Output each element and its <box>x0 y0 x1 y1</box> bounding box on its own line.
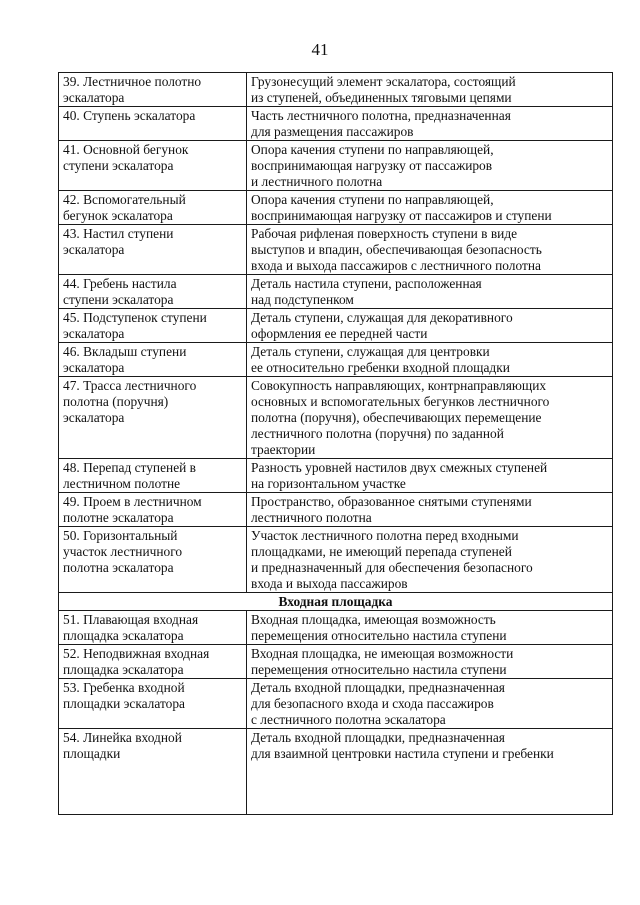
term-line: эскалатора <box>63 360 125 375</box>
definition-line: Входная площадка, имеющая возможность <box>251 612 496 627</box>
term-line: 41. Основной бегунок <box>63 142 189 157</box>
term-line: площадка эскалатора <box>63 628 184 643</box>
table-row <box>59 611 613 645</box>
table-row <box>59 493 613 527</box>
term-cell <box>59 493 247 527</box>
definition-cell <box>247 377 613 459</box>
definition-line: Часть лестничного полотна, предназначенная <box>251 108 511 123</box>
term-cell <box>59 729 247 815</box>
definition-line: Деталь ступени, служащая для декоративного <box>251 310 513 325</box>
definition-line: Деталь ступени, служащая для центровки <box>251 344 490 359</box>
term-cell <box>59 611 247 645</box>
term-line: 42. Вспомогательный <box>63 192 186 207</box>
term-cell <box>59 107 247 141</box>
definition-line: Совокупность направляющих, контрнаправляющих <box>251 378 547 393</box>
definition-line: перемещения относительно настила ступени <box>251 628 507 643</box>
term-line: 40. Ступень эскалатора <box>63 108 196 123</box>
table-row <box>59 309 613 343</box>
definition-line: входа и выхода пассажиров с лестничного полотна <box>251 258 541 273</box>
definition-cell <box>247 527 613 593</box>
term-cell <box>59 225 247 275</box>
definition-cell <box>247 729 613 815</box>
term-line: полотна (поручня) <box>63 394 169 409</box>
table-row <box>59 459 613 493</box>
page-number: 41 <box>311 40 329 59</box>
definition-cell <box>247 191 613 225</box>
table-row <box>59 107 613 141</box>
table-row <box>59 377 613 459</box>
definition-cell <box>247 225 613 275</box>
definition-cell <box>247 611 613 645</box>
definition-line: для взаимной центровки настила ступени и гребенки <box>251 746 554 761</box>
term-cell <box>59 679 247 729</box>
definition-line: Деталь входной площадки, предназначенная <box>251 680 505 695</box>
term-line: 44. Гребень настила <box>63 276 177 291</box>
term-cell <box>59 309 247 343</box>
definition-cell <box>247 141 613 191</box>
definition-line: воспринимающая нагрузку от пассажиров и ступени <box>251 208 552 223</box>
term-line: участок лестничного <box>63 544 183 559</box>
definition-line: Участок лестничного полотна перед входными <box>251 528 519 543</box>
term-line: 46. Вкладыш ступени <box>63 344 187 359</box>
table-row <box>59 141 613 191</box>
term-line: площадки <box>63 746 121 761</box>
term-line: 53. Гребенка входной <box>63 680 185 695</box>
term-cell <box>59 459 247 493</box>
glossary-table <box>58 72 613 815</box>
definition-line: из ступеней, объединенных тяговыми цепями <box>251 90 512 105</box>
definition-cell <box>247 275 613 309</box>
definition-line: входа и выхода пассажиров <box>251 576 408 591</box>
table-row <box>59 275 613 309</box>
section-header-row <box>59 593 613 611</box>
term-line: бегунок эскалатора <box>63 208 173 223</box>
definition-line: на горизонтальном участке <box>251 476 406 491</box>
definition-line: Деталь входной площадки, предназначенная <box>251 730 505 745</box>
table-row <box>59 729 613 815</box>
definition-line: Деталь настила ступени, расположенная <box>251 276 482 291</box>
definition-line: Разность уровней настилов двух смежных ступеней <box>251 460 548 475</box>
term-line: 50. Горизонтальный <box>63 528 178 543</box>
term-line: 48. Перепад ступеней в <box>63 460 196 475</box>
definition-line: оформления ее передней части <box>251 326 428 341</box>
term-line: лестничном полотне <box>63 476 181 491</box>
table-row <box>59 679 613 729</box>
table-row <box>59 225 613 275</box>
definition-line: траектории <box>251 442 316 457</box>
definition-line: над подступенком <box>251 292 354 307</box>
definition-line: перемещения относительно настила ступени <box>251 662 507 677</box>
definition-cell <box>247 459 613 493</box>
definition-line: ее относительно гребенки входной площадки <box>251 360 510 375</box>
term-cell <box>59 527 247 593</box>
definition-line: основных и вспомогательных бегунков лестничного <box>251 394 550 409</box>
definition-line: выступов и впадин, обеспечивающая безопасность <box>251 242 542 257</box>
definition-cell <box>247 343 613 377</box>
definition-line: лестничного полотна (поручня) по заданной <box>251 426 504 441</box>
table-row <box>59 527 613 593</box>
term-cell <box>59 343 247 377</box>
section-title: Входная площадка <box>59 593 613 611</box>
term-line: площадки эскалатора <box>63 696 185 711</box>
definition-cell <box>247 309 613 343</box>
term-cell <box>59 275 247 309</box>
table-row <box>59 73 613 107</box>
definition-cell <box>247 107 613 141</box>
term-line: полотне эскалатора <box>63 510 174 525</box>
definition-line: полотна (поручня), обеспечивающих перемещение <box>251 410 542 425</box>
term-cell <box>59 141 247 191</box>
term-line: эскалатора <box>63 326 125 341</box>
definition-cell <box>247 645 613 679</box>
term-line: 47. Трасса лестничного <box>63 378 197 393</box>
table-row <box>59 343 613 377</box>
definition-line: площадками, не имеющий перепада ступеней <box>251 544 512 559</box>
term-cell <box>59 645 247 679</box>
term-line: ступени эскалатора <box>63 158 174 173</box>
definition-line: Входная площадка, не имеющая возможности <box>251 646 514 661</box>
definition-line: и предназначенный для обеспечения безопасного <box>251 560 533 575</box>
term-cell <box>59 73 247 107</box>
term-line: эскалатора <box>63 242 125 257</box>
term-line: 43. Настил ступени <box>63 226 174 241</box>
definition-line: Опора качения ступени по направляющей, <box>251 192 494 207</box>
term-line: 54. Линейка входной <box>63 730 182 745</box>
term-line: площадка эскалатора <box>63 662 184 677</box>
term-cell <box>59 191 247 225</box>
term-line: эскалатора <box>63 410 125 425</box>
term-line: 45. Подступенок ступени <box>63 310 207 325</box>
term-line: полотна эскалатора <box>63 560 174 575</box>
term-line: ступени эскалатора <box>63 292 174 307</box>
term-line: 39. Лестничное полотно <box>63 74 202 89</box>
definition-line: Рабочая рифленая поверхность ступени в виде <box>251 226 518 241</box>
definition-line: Пространство, образованное снятыми ступенями <box>251 494 532 509</box>
definition-line: с лестничного полотна эскалатора <box>251 712 446 727</box>
table-row <box>59 645 613 679</box>
glossary-body <box>59 73 613 815</box>
term-line: 52. Неподвижная входная <box>63 646 210 661</box>
term-line: эскалатора <box>63 90 125 105</box>
definition-cell <box>247 679 613 729</box>
definition-line: лестничного полотна <box>251 510 372 525</box>
definition-line: Грузонесущий элемент эскалатора, состоящий <box>251 74 516 89</box>
term-cell <box>59 377 247 459</box>
term-line: 51. Плавающая входная <box>63 612 199 627</box>
definition-cell <box>247 493 613 527</box>
definition-line: для размещения пассажиров <box>251 124 414 139</box>
definition-line: и лестничного полотна <box>251 174 383 189</box>
definition-line: воспринимающая нагрузку от пассажиров <box>251 158 493 173</box>
definition-line: Опора качения ступени по направляющей, <box>251 142 494 157</box>
table-row <box>59 191 613 225</box>
definition-cell <box>247 73 613 107</box>
definition-line: для безопасного входа и схода пассажиров <box>251 696 494 711</box>
term-line: 49. Проем в лестничном <box>63 494 202 509</box>
